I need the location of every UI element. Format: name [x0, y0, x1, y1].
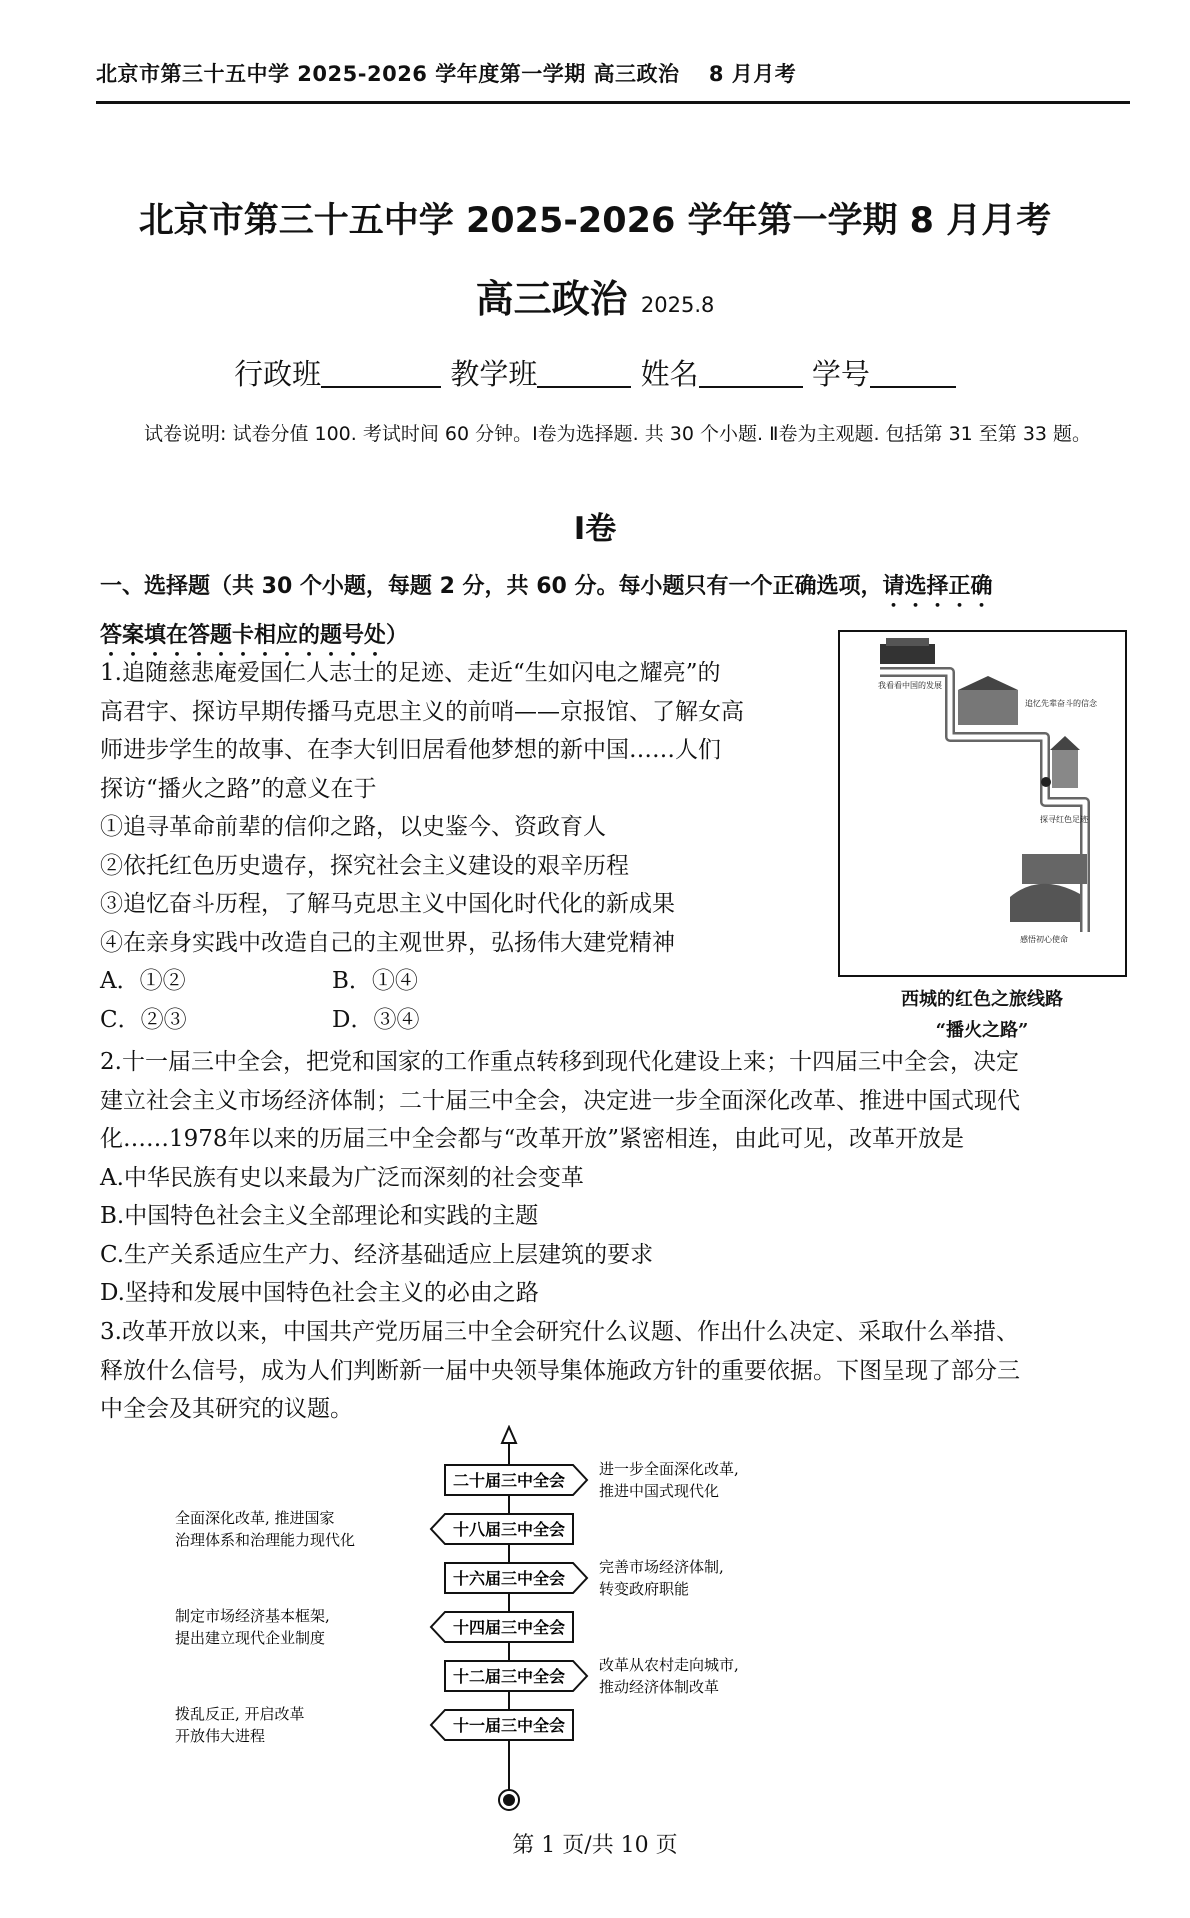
q2-option-c[interactable]: C.生产关系适应生产力、经济基础适应上层建筑的要求 — [100, 1241, 654, 1268]
session-note: 治理体系和治理能力现代化 — [175, 1531, 356, 1549]
q2-option-a[interactable]: A.中华民族有史以来最为广泛而深刻的社会变革 — [100, 1164, 584, 1191]
q1-stem-line: 师进步学生的故事、在李大钊旧居看他梦想的新中国……人们 — [100, 737, 721, 763]
subject-name: 高三政治 — [475, 277, 628, 321]
building-icon — [958, 690, 1018, 725]
building-icon — [1022, 854, 1087, 884]
q3-stem-line: 释放什么信号，成为人们判断新一届中央领导集体施政方针的重要依据。下图呈现了部分三 — [100, 1357, 1020, 1384]
q1-option-a[interactable]: A．①② — [100, 968, 186, 994]
timeline-item — [175, 1705, 573, 1745]
field-id-label: 学号 — [811, 357, 870, 391]
crowd-icon — [1010, 884, 1080, 922]
question-2 — [100, 1043, 1140, 1313]
field-class-blank[interactable] — [321, 358, 441, 388]
session-label: 十四届三中全会 — [452, 1618, 566, 1637]
page-header: 北京市第三十五中学 2025-2026 学年度第一学期 高三政治 8 月月考 — [96, 62, 797, 86]
field-teaching-class-blank[interactable] — [537, 358, 631, 388]
q2-stem-line: 化……1978年以来的历届三中全会都与“改革开放”紧密相连，由此可见，改革开放是 — [100, 1126, 965, 1152]
red-route-illustration — [838, 630, 1127, 977]
page-footer: 第 1 页/共 10 页 — [512, 1833, 678, 1858]
session-note: 完善市场经济体制, — [599, 1558, 724, 1576]
q1-item: ④在亲身实践中改造自己的主观世界，弘扬伟大建党精神 — [100, 929, 675, 956]
q3-stem-line: 中全会及其研究的议题。 — [100, 1396, 353, 1422]
tower-icon — [1052, 750, 1078, 788]
field-class-label: 行政班 — [234, 357, 322, 391]
field-id-blank[interactable] — [870, 358, 956, 388]
q2-stem-line: 建立社会主义市场经济体制；二十届三中全会，决定进一步全面深化改革、推进中国式现代 — [100, 1087, 1020, 1114]
route-label: 感悟初心使命 — [1020, 935, 1068, 944]
header-rule — [96, 101, 1130, 104]
exam-title: 北京市第三十五中学 2025-2026 学年第一学期 8 月月考 — [138, 201, 1052, 241]
subject-title — [0, 268, 1190, 323]
axis-arrow-icon — [502, 1427, 516, 1443]
axis-origin-dot — [503, 1794, 515, 1806]
session-note: 拨乱反正, 开启改革 — [175, 1705, 305, 1723]
roof-icon — [1050, 736, 1080, 750]
route-label: 探寻红色足迹 — [1040, 815, 1088, 824]
session-note: 改革从农村走向城市, — [599, 1656, 739, 1674]
q2-option-b[interactable]: B.中国特色社会主义全部理论和实践的主题 — [100, 1203, 539, 1229]
q1-stem-line: 探访“播火之路”的意义在于 — [100, 775, 377, 802]
q1-stem-line: 1.追随慈悲庵爱国仁人志士的足迹、走近“生如闪电之耀亮”的 — [100, 660, 721, 686]
route-label: 我看看中国的发展 — [878, 681, 942, 690]
q2-option-d[interactable]: D.坚持和发展中国特色社会主义的必由之路 — [100, 1280, 539, 1306]
q2-stem-line: 2.十一届三中全会，把党和国家的工作重点转移到现代化建设上来；十四届三中全会，决定 — [100, 1049, 1019, 1075]
question-3 — [100, 1313, 1140, 1429]
section-title: 一、选择题（共 30 个小题，每题 2 分，共 60 分。每小题只有一个正确选项，请选择正确 答案填在答题卡相应的题号处） — [100, 574, 993, 648]
plenary-timeline-diagram — [175, 1425, 875, 1829]
timeline-item — [445, 1656, 739, 1696]
q1-options-row-2 — [100, 1001, 830, 1040]
image-caption-line-1: 西城的红色之旅线路 — [901, 989, 1063, 1010]
timeline-item — [175, 1607, 573, 1647]
image-caption-line-2: “播火之路” — [935, 1020, 1029, 1041]
session-note: 制定市场经济基本框架, — [175, 1607, 330, 1625]
field-name-blank[interactable] — [699, 358, 803, 388]
session-note: 开放伟大进程 — [175, 1727, 266, 1745]
student-info-row — [0, 352, 1190, 393]
exam-date: 2025.8 — [640, 293, 715, 317]
roof-icon — [886, 638, 929, 646]
field-name-label: 姓名 — [640, 357, 699, 391]
session-note: 推动经济体制改革 — [599, 1678, 720, 1696]
timeline-svg — [175, 1425, 875, 1825]
timeline-item — [175, 1509, 573, 1549]
session-label: 二十届三中全会 — [452, 1471, 566, 1490]
field-teaching-class-label: 教学班 — [450, 357, 538, 391]
q1-item: ③追忆奋斗历程，了解马克思主义中国化时代化的新成果 — [100, 891, 675, 917]
q1-option-b[interactable]: B．①④ — [332, 968, 418, 994]
session-label: 十一届三中全会 — [452, 1716, 566, 1735]
q3-stem-line: 3.改革开放以来，中国共产党历届三中全会研究什么议题、作出什么决定、采取什么举措、 — [100, 1319, 1019, 1345]
timeline-item — [445, 1558, 724, 1598]
timeline-item — [445, 1460, 739, 1500]
roof-icon — [958, 676, 1018, 690]
exam-instructions: 试卷说明: 试卷分值 100. 考试时间 60 分钟。Ⅰ卷为选择题. 共 30 个小题. Ⅱ卷为主观题. 包括第 31 至第 33 题。 — [144, 423, 1092, 445]
building-icon — [880, 644, 935, 664]
session-note: 提出建立现代企业制度 — [175, 1629, 326, 1647]
session-label: 十六届三中全会 — [452, 1569, 566, 1588]
q1-option-c[interactable]: C．②③ — [100, 1006, 187, 1033]
session-note: 进一步全面深化改革, — [599, 1460, 739, 1478]
q1-options-row-1 — [100, 962, 830, 1001]
route-label: 追忆先辈奋斗的信念 — [1025, 699, 1097, 708]
session-label: 十二届三中全会 — [452, 1667, 566, 1686]
q1-item: ①追寻革命前辈的信仰之路，以史鉴今、资政育人 — [100, 814, 606, 840]
session-label: 十八届三中全会 — [452, 1520, 566, 1539]
q1-stem-line: 高君宇、探访早期传播马克思主义的前哨——京报馆、了解女高 — [100, 698, 744, 725]
q1-item: ②依托红色历史遗存，探究社会主义建设的艰辛历程 — [100, 852, 629, 879]
session-note: 推进中国式现代化 — [599, 1482, 720, 1500]
route-staircase-drawing — [840, 632, 1125, 975]
session-note: 全面深化改革, 推进国家 — [175, 1509, 335, 1527]
q1-option-d[interactable]: D．③④ — [332, 1006, 420, 1033]
person-icon — [1041, 777, 1051, 787]
volume-title: Ⅰ卷 — [573, 511, 617, 547]
question-1 — [100, 654, 830, 1039]
session-note: 转变政府职能 — [599, 1580, 690, 1598]
